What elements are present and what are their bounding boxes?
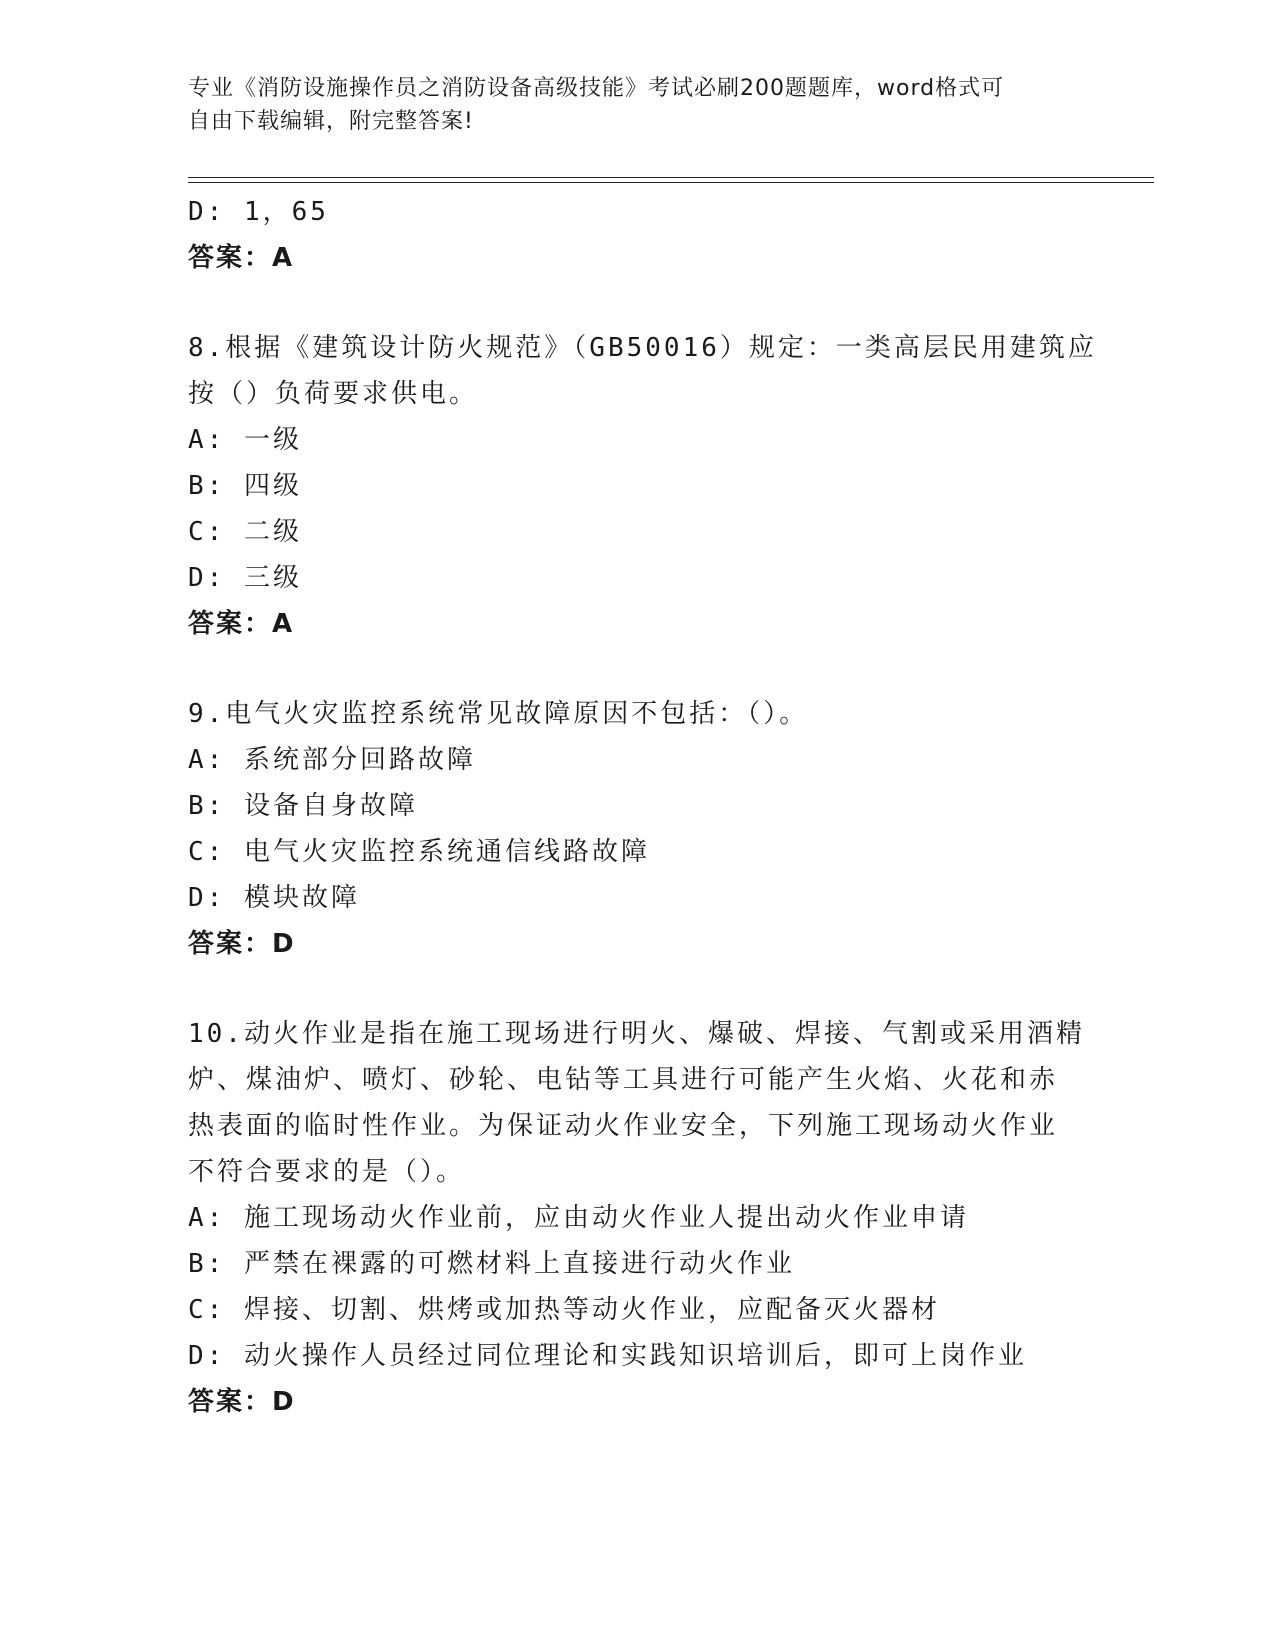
question-text-line: 8.根据《建筑设计防火规范》（GB50016）规定：一类高层民用建筑应 <box>188 333 1097 363</box>
option-d: D: 三级 <box>188 563 302 593</box>
answer-line: 答案：D <box>188 929 296 959</box>
header-divider-top <box>188 177 1154 178</box>
question-9 <box>188 691 1088 967</box>
option-d: D: 动火操作人员经过同位理论和实践知识培训后，即可上岗作业 <box>188 1341 1027 1371</box>
question-text-line: 9.电气火灾监控系统常见故障原因不包括：（）。 <box>188 699 809 729</box>
option-b: B: 设备自身故障 <box>188 791 418 821</box>
option-d: D: 1，65 <box>188 197 329 227</box>
answer-line: 答案：D <box>188 1387 296 1417</box>
question-text-line: 热表面的临时性作业。为保证动火作业安全，下列施工现场动火作业 <box>188 1111 1059 1141</box>
option-b: B: 严禁在裸露的可燃材料上直接进行动火作业 <box>188 1249 795 1279</box>
option-a: A: 一级 <box>188 425 302 455</box>
option-c: C: 二级 <box>188 517 302 547</box>
option-a: A: 施工现场动火作业前，应由动火作业人提出动火作业申请 <box>188 1203 969 1233</box>
page-header <box>188 72 1068 138</box>
answer-line: 答案：A <box>188 609 295 639</box>
option-a: A: 系统部分回路故障 <box>188 745 476 775</box>
option-b: B: 四级 <box>188 471 302 501</box>
question-text-line: 按（）负荷要求供电。 <box>188 379 479 409</box>
document-body <box>188 189 1097 1425</box>
option-c: C: 电气火灾监控系统通信线路故障 <box>188 837 650 867</box>
header-divider-bottom <box>188 182 1154 183</box>
question-text-line: 10.动火作业是指在施工现场进行明火、爆破、焊接、气割或采用酒精 <box>188 1019 1085 1049</box>
header-line-2: 自由下载编辑，附完整答案! <box>188 109 474 134</box>
answer-line: 答案：A <box>188 243 295 273</box>
question-text-line: 不符合要求的是（）。 <box>188 1157 466 1187</box>
previous-question-tail <box>188 189 1088 281</box>
option-d: D: 模块故障 <box>188 883 360 913</box>
question-8 <box>188 325 1097 647</box>
option-c: C: 焊接、切割、烘烤或加热等动火作业，应配备灭火器材 <box>188 1295 940 1325</box>
question-10 <box>188 1011 1088 1425</box>
question-text-line: 炉、煤油炉、喷灯、砂轮、电钻等工具进行可能产生火焰、火花和赤 <box>188 1065 1059 1095</box>
header-line-1: 专业《消防设施操作员之消防设备高级技能》考试必刷200题题库，word格式可 <box>188 76 1005 101</box>
